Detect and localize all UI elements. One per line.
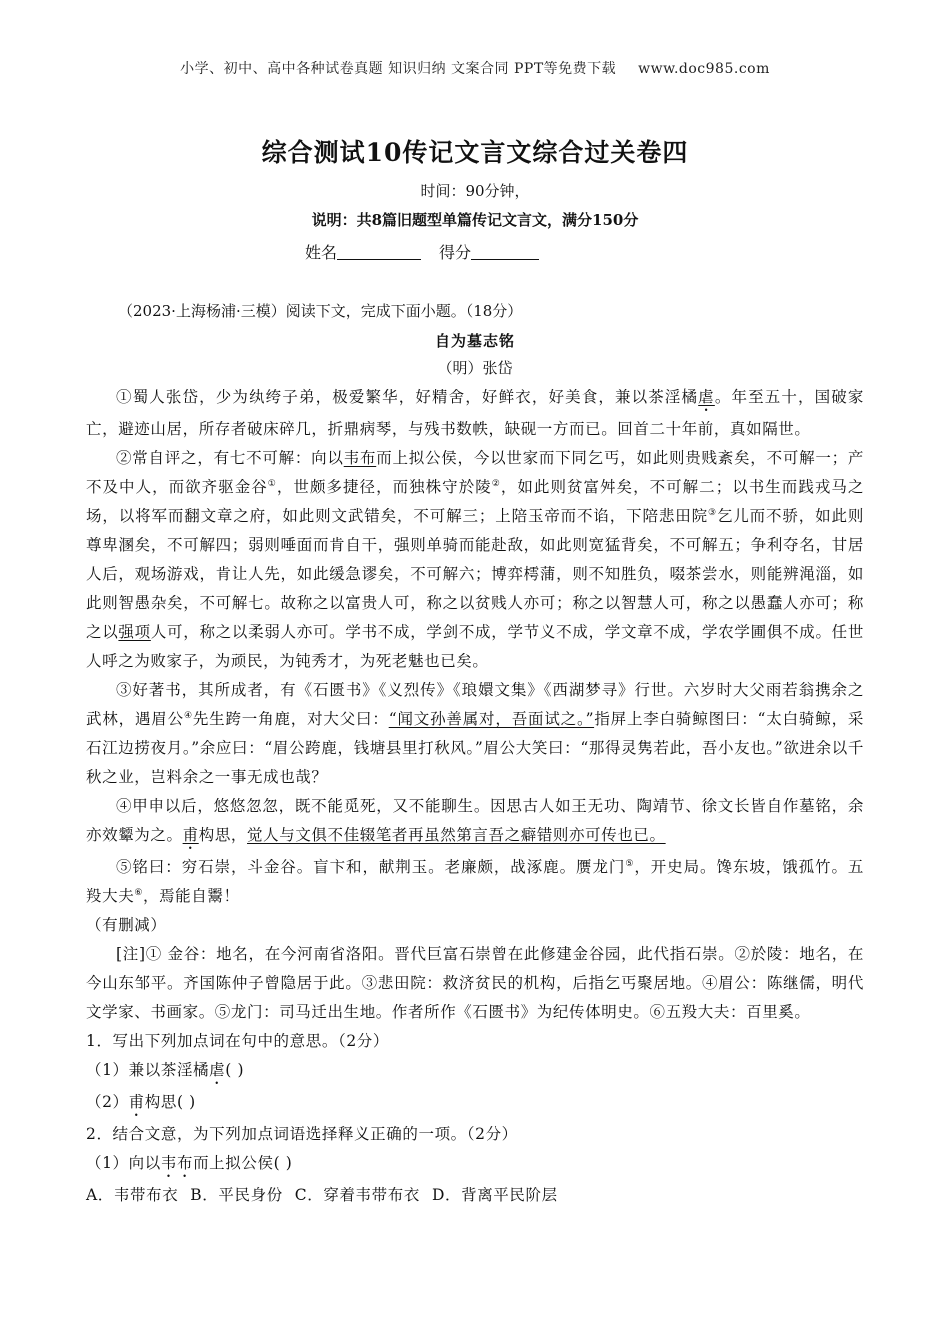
paragraph-2: ②常自评之，有七不可解：向以韦布而上拟公侯，今以世家而下同乞丐，如此则贵贱紊矣，不可解一；产不及中人，而欲齐驱金谷①，世颇多捷径，而独株守於陵②，如此则贫富舛矣，不可解二；以书生而践戎马之场，以将军而翻文章之府，如此则文武错矣，不可解三；上陪玉帝而不谄，下陪悲田院③乞儿而不骄，如此则尊卑溷矣，不可解四；弱则唾面而肯自干，强则单骑而能赴敌，如此则宽猛背矣，不可解五；争利夺名，甘居人后，观场游戏，肯让人先，如此缓急谬矣，不可解六；博弈樗蒲，则不知胜负，啜茶尝水，则能辨渑淄，如此则智愚杂矣，不可解七。故称之以富贵人可，称之以贫贱人亦可；称之以智慧人可，称之以愚蠢人亦可；称之以强项人可，称之以柔弱人亦可。学书不成，学剑不成，学节义不成，学文章不成，学农学圃俱不成。任世人呼之为败家子，为顽民，为钝秀才，为死老魅也已矣。 [86, 449, 865, 670]
footnote-ref: ② [491, 479, 501, 489]
footnote-ref: ① [267, 479, 277, 489]
option-a[interactable]: A．韦带布衣 [86, 1186, 179, 1204]
marked-word: 甫 [182, 826, 199, 844]
name-score-row [305, 240, 539, 263]
underlined-sentence: “闻文孙善属对，吾面试之。” [388, 710, 595, 728]
exam-title: 综合测试10传记文言文综合过关卷四 [261, 138, 689, 167]
question-2-stem: 2．结合文意，为下列加点词语选择释义正确的一项。（2分） [86, 1125, 518, 1143]
exam-time: 时间：90分钟， [420, 182, 530, 200]
score-blank[interactable] [471, 243, 539, 260]
option-d[interactable]: D．背离平民阶层 [431, 1186, 558, 1204]
name-blank[interactable] [337, 243, 421, 260]
site-url-link[interactable]: www.doc985.com [638, 61, 770, 77]
paragraph-3: ③好著书，其所成者，有《石匮书》《义烈传》《琅嬛文集》《西湖梦寻》行世。六岁时大父雨若翁携余之武林，遇眉公④先生跨一角鹿，对大父曰：“闻文孙善属对，吾面试之。”指屏上李白骑鲸图曰：“太白骑鲸，采石江边捞夜月。”余应曰：“眉公跨鹿，钱塘县里打秋风。”眉公大笑曰：“那得灵隽若此，吾小友也。”欲进余以千秋之业，岂料余之一事无成也哉？ [86, 681, 864, 786]
question-2-item-1: （1）向以韦布而上拟公侯( ) [86, 1154, 293, 1172]
option-b[interactable]: B．平民身份 [190, 1186, 283, 1204]
underlined-word: 韦布 [343, 449, 377, 467]
source-note: （有删减） [86, 916, 167, 934]
paragraph-1: ①蜀人张岱，少为纨绔子弟，极爱繁华，好精舍，好鲜衣，好美食，兼以茶淫橘虐。年至五十，国破家亡，避迹山居，所存者破床碎几，折鼎病琴，与残书数帙，缺砚一方而已。回首二十年前，真如隔世。 [86, 388, 864, 438]
name-label: 姓名 [305, 243, 338, 262]
section-intro: （2023·上海杨浦·三模）阅读下文，完成下面小题。（18分） [118, 302, 523, 320]
passage-author: （明）张岱 [437, 359, 513, 377]
footnote-ref: ⑥ [134, 888, 143, 898]
site-banner [0, 58, 950, 78]
footnote-ref: ③ [708, 508, 717, 518]
underlined-sentence: 觉人与文俱不佳辍笔者再虽然第言吾之癖错则亦可传也已。 [247, 826, 666, 844]
annotations: [注]① 金谷：地名，在今河南省洛阳。晋代巨富石崇曾在此修建金谷园，此代指石崇。②於陵：地名，在今山东邹平。齐国陈仲子曾隐居于此。③悲田院：救济贫民的机构，后指乞丐聚居地。④眉公：陈继儒，明代文学家、书画家。⑤龙门：司马迁出生地。作者所作《石匮书》为纪传体明史。⑥五羖大夫：百里奚。 [86, 945, 864, 1021]
paragraph-5: ⑤铭曰：穷石崇，斗金谷。盲卞和，献荆玉。老廉颇，战涿鹿。赝龙门⑤，开史局。馋东坡，饿孤竹。五羖大夫⑥，焉能自鬻！ [86, 858, 864, 905]
option-c[interactable]: C．穿着韦带布衣 [294, 1186, 420, 1204]
footnote-ref: ④ [183, 711, 193, 721]
marked-word: 虐 [698, 388, 715, 406]
question-2-options [86, 1181, 864, 1210]
underlined-word: 强项 [118, 623, 151, 641]
question-1-item-1: （1）兼以茶淫橘虐( ) [86, 1061, 245, 1079]
exam-description: 说明：共8篇旧题型单篇传记文言文，满分150分 [311, 211, 639, 229]
score-label: 得分 [439, 243, 472, 262]
question-1-item-2: （2）甫构思( ) [86, 1093, 196, 1111]
paragraph-4: ④甲申以后，悠悠忽忽，既不能觅死，又不能聊生。因思古人如王无功、陶靖节、徐文长皆自作墓铭，余亦效颦为之。甫构思，觉人与文俱不佳辍笔者再虽然第言吾之癖错则亦可传也已。 [86, 797, 864, 844]
passage-title: 自为墓志铭 [434, 332, 515, 350]
passage-body [86, 383, 864, 1210]
question-1-stem: 1．写出下列加点词在句中的意思。（2分） [86, 1032, 389, 1050]
footnote-ref: ⑤ [625, 859, 635, 869]
banner-text: 小学、初中、高中各种试卷真题 知识归纳 文案合同 PPT等免费下载 [180, 61, 617, 77]
